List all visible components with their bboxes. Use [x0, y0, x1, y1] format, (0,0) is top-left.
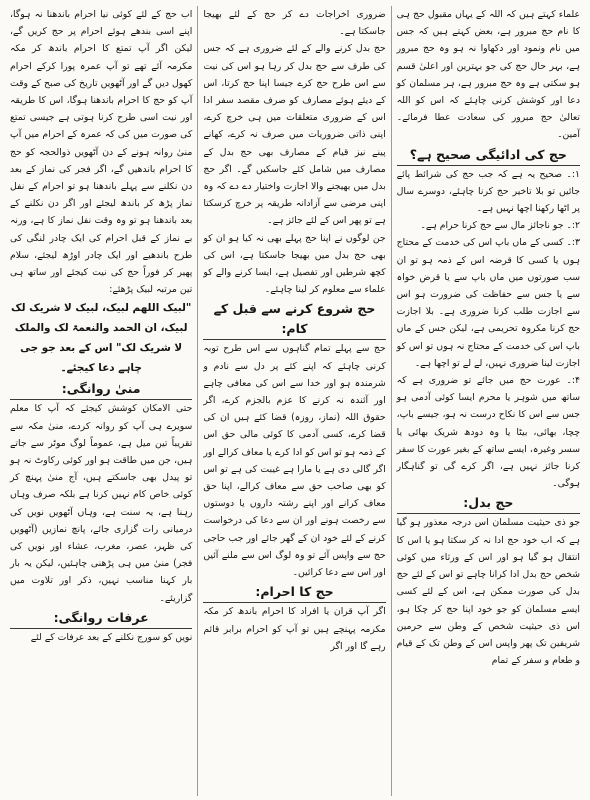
paragraph: ۳:۔ کسی کے ماں باپ اس کی خدمت کے محتاج ہوں یا کسی کا قرضہ اس کے ذمہ ہو تو ان سب صورتوں میں ماں باپ سے یا قرض خواہ سے یا جس سے حفاظت کی ضرورت ہو اس سے اجازت طلب کرنا ضروری ہے۔ بلا اجازت حج کرنا مکروہ تحریمی ہے، لیکن جس کے ماں باپ اس کی خدمت کے محتاج نہ ہوں تو اس کو اجازت لینا ضروری نہیں، لے لے تو اچھا ہے۔	[396, 237, 580, 369]
paragraph: ۱:۔ صحیح یہ ہے کہ جب حج کی شرائط پائے جائیں تو بلا تاخیر حج کرنا چاہئے، دوسرے سال پر اٹھا رکھنا اچھا نہیں ہے۔	[396, 168, 580, 215]
paragraph: حج بدل کرنے والے کے لئے ضروری ہے کہ جس کی طرف سے حج بدل کر رہا ہو اس کی نیت سے اس طرح حج کرے جیسا اپنا حج کرتا، اس کے دیئے ہوئے مصارف کو صرف مقصد سفر ادا اس کے ضروری متعلقات میں ہی خرچ کرے، اپنی ذاتی ضروریات میں صرف نہ کرے، کھانے پینے نیز قیام کے مصارف بھی حج بدل کے مصارف میں شامل کئے جاسکیں گے۔ اگر حج بدل میں بھیجنے والا اجازت واختیار دے دے کہ وہ اپنی مرضی سے آزادانہ طریقہ پر خرچ کرسکتا ہے تو پھر اس کے لئے جائز ہے۔	[203, 43, 386, 227]
paragraph: اب حج کے لئے کوئی نیا احرام باندھنا نہ ہوگا، اپنے اسی بندھے ہوئے احرام پر حج کریں گے، لیکن اگر آپ تمتع کا احرام باندھ کر مکہ مکرمہ آئے تھے تو آپ عمرہ پورا کرکے احرام کھول دیں گے اور آٹھویں تاریخ کی صبح کے وقت آپ کو حج کا احرام باندھنا ہوگا، اس کا طریقہ اور نیت اسی طرح کرنا ہوتی ہے جیسی تمتع کی صورت میں کی کہ عمرہ کے احرام میں آپ منیٰ روانہ ہونے کے دن آٹھویں ذوالحجہ کو حج کا احرام باندھیں گے، اگر فجر کی نماز کے بعد دن نکلنے سے پہلے باندھنا ہو تو احرام کے نفل نماز پڑھ کر باندھ لیجئے اور اگر دن نکلنے کے بعد باندھنا ہو تو وہ وقت نفل نماز کا ہے، ورنہ بے نماز کے قبل احرام کی ایک چادر لنگی کی طرح باندھیے اور ایک چادر اوڑھ لیجئے، سلام پھیر کر فوراً حج کی نیت کیجئے اور ساتھ ہی تین مرتبہ لبیک پڑھئے:	[9, 9, 193, 296]
paragraph: ۲:۔ جو ناجائز مال سے حج کرنا حرام ہے۔	[420, 220, 580, 232]
section-heading: حج شروع کرنے سے قبل کے کام:	[203, 299, 385, 340]
section-heading: منیٰ روانگی:	[10, 379, 192, 400]
right-column	[392, 6, 585, 796]
paragraph: حج سے پہلے تمام گناہوں سے اس طرح توبہ کرنی چاہئے کہ اپنے کئے پر دل سے نادم و شرمندہ ہو اور خدا سے اس کی معافی چاہے اور آئندہ نہ کرنے کا عزم بالجزم کرے، اگر حقوق اللہ (نماز، روزہ) قضا کئے ہیں ان کی قضا کرے، کسی آدمی کا کوئی مالی حق اس کے ذمہ ہو تو اس کو ادا کرے یا معاف کرالے اور اگر گالی دی ہے یا مارا ہے غیبت کی ہے تو اس کو بھی صاحب حق سے معاف کرالے، اپنا حق معاف کرانے اور اپنے رشتہ داروں یا دوستوں سے رخصت ہونے اور ان سے دعا کی درخواست کرنے کے لئے خود ان کے گھر جائے اور جب حاجی حج سے واپس آئے تو وہ لوگ اس سے ملنے آئیں اور اس سے دعا کرائیں۔	[203, 343, 386, 579]
talbiyah-text: "لبیک اللھم لبیک، لبیک لا شریک لک لبیک، ان الحمد والنعمۃ لک والملک لا شریک لک" اس کے بعد جو جی چاہے دعا کیجئے۔	[10, 302, 192, 375]
left-column	[5, 6, 198, 796]
section-heading: حج کا احرام:	[203, 582, 385, 603]
middle-column	[198, 6, 391, 796]
paragraph: نویں کو سورج نکلنے کے بعد عرفات کے لئے	[30, 631, 193, 643]
paragraph: حتی الامکان کوشش کیجئے کہ آپ کا معلم سویرے ہی آپ کو روانہ کردے، منیٰ مکہ سے تقریباً تین میل ہے، عموماً لوگ موٹر سے جاتے ہیں، جن میں طاقت ہو اور کوئی رکاوٹ نہ ہو تو پیدل بھی جاسکتے ہیں، آج منیٰ پہنچ کر کوئی خاص کام نہیں کرنا ہے بلکہ صرف وہاں رہنا ہے، یہ سنت ہے، وہاں آٹھویں نویں کی درمیانی رات گزاری جائے، پانچ نمازیں (آٹھویں کی ظہر، عصر، مغرب، عشاء اور نویں کی فجر) منیٰ میں ہی پڑھنی چاہئیں، لیکن یہ بار بار کہنا مناسب نہیں، ذکر اور تلاوت میں گزاریئے۔	[9, 403, 193, 604]
paragraph: اگر آپ قران یا افراد کا احرام باندھ کر مکہ مکرمہ پہنچے ہیں تو آپ کو احرام برابر قائم رہے گا اور اگر	[203, 606, 386, 652]
section-heading: عرفات روانگی:	[10, 608, 192, 629]
paragraph: ۴:۔ عورت حج میں جائے تو ضروری ہے کہ ساتھ میں شوہر یا محرم ایسا کوئی آدمی ہو جس سے اس کا نکاح درست نہ ہو، جیسے باپ، چچا، بھائی، بیٹا یا وہ دودھ شریک بھائی یا سسر وغیرہ، ایسے ساتھ کے بغیر عورت کا سفر کرنا جائز نہیں ہے، اگر کرے گی تو گناہگار ہوگی۔	[396, 375, 580, 490]
section-heading: حج بدل:	[397, 493, 580, 514]
section-heading: حج کی ادائیگی صحیح ہے؟	[397, 145, 580, 166]
paragraph: جن لوگوں نے اپنا حج پہلے بھی نہ کیا ہو ان کو بھی حج بدل میں بھیجا جاسکتا ہے، اس کی کچھ شرطیں اور تفصیل ہے، ایسا کرنے والے کو علماء سے معلوم کر لینا چاہئے۔	[203, 232, 386, 296]
paragraph: ضروری اخراجات دے کر حج کے لئے بھیجا جاسکتا ہے۔	[203, 9, 386, 38]
paragraph: علماء کہتے ہیں کہ اللہ کے یہاں مقبول حج ہی کا نام حج مبرور ہے، بعض کہتے ہیں کہ جس میں نام ونمود اور دکھاوا نہ ہو وہ حج مبرور ہے، بہر حال حج کی جو بہترین اور اعلیٰ قسم ہو سکتی ہے وہ حج مبرور ہے، ہر مسلمان کو دعا اور کوشش کرنی چاہئے کہ اس کو اللہ تعالیٰ حج مبرور کی سعادت عطا فرمائے۔ آمین۔	[396, 9, 580, 141]
paragraph: جو ذی حیثیت مسلمان اس درجہ معذور ہو گیا ہے کہ اب خود حج ادا نہ کر سکتا ہو یا اس کا انتقال ہو گیا ہو اور اس کے ورثاء میں کوئی شخص حج بدل ادا کرانا چاہے تو اس کے لئے حج بدل کی صورت ممکن ہے، اس کے لئے کسی ایسے مسلمان کو جو خود اپنا حج کر چکا ہو، اس ذی حیثیت شخص کے وطن سے حرمین شریفین تک پھر واپس اس کے وطن تک کے قیام و طعام و سفر کے تمام	[396, 517, 580, 667]
